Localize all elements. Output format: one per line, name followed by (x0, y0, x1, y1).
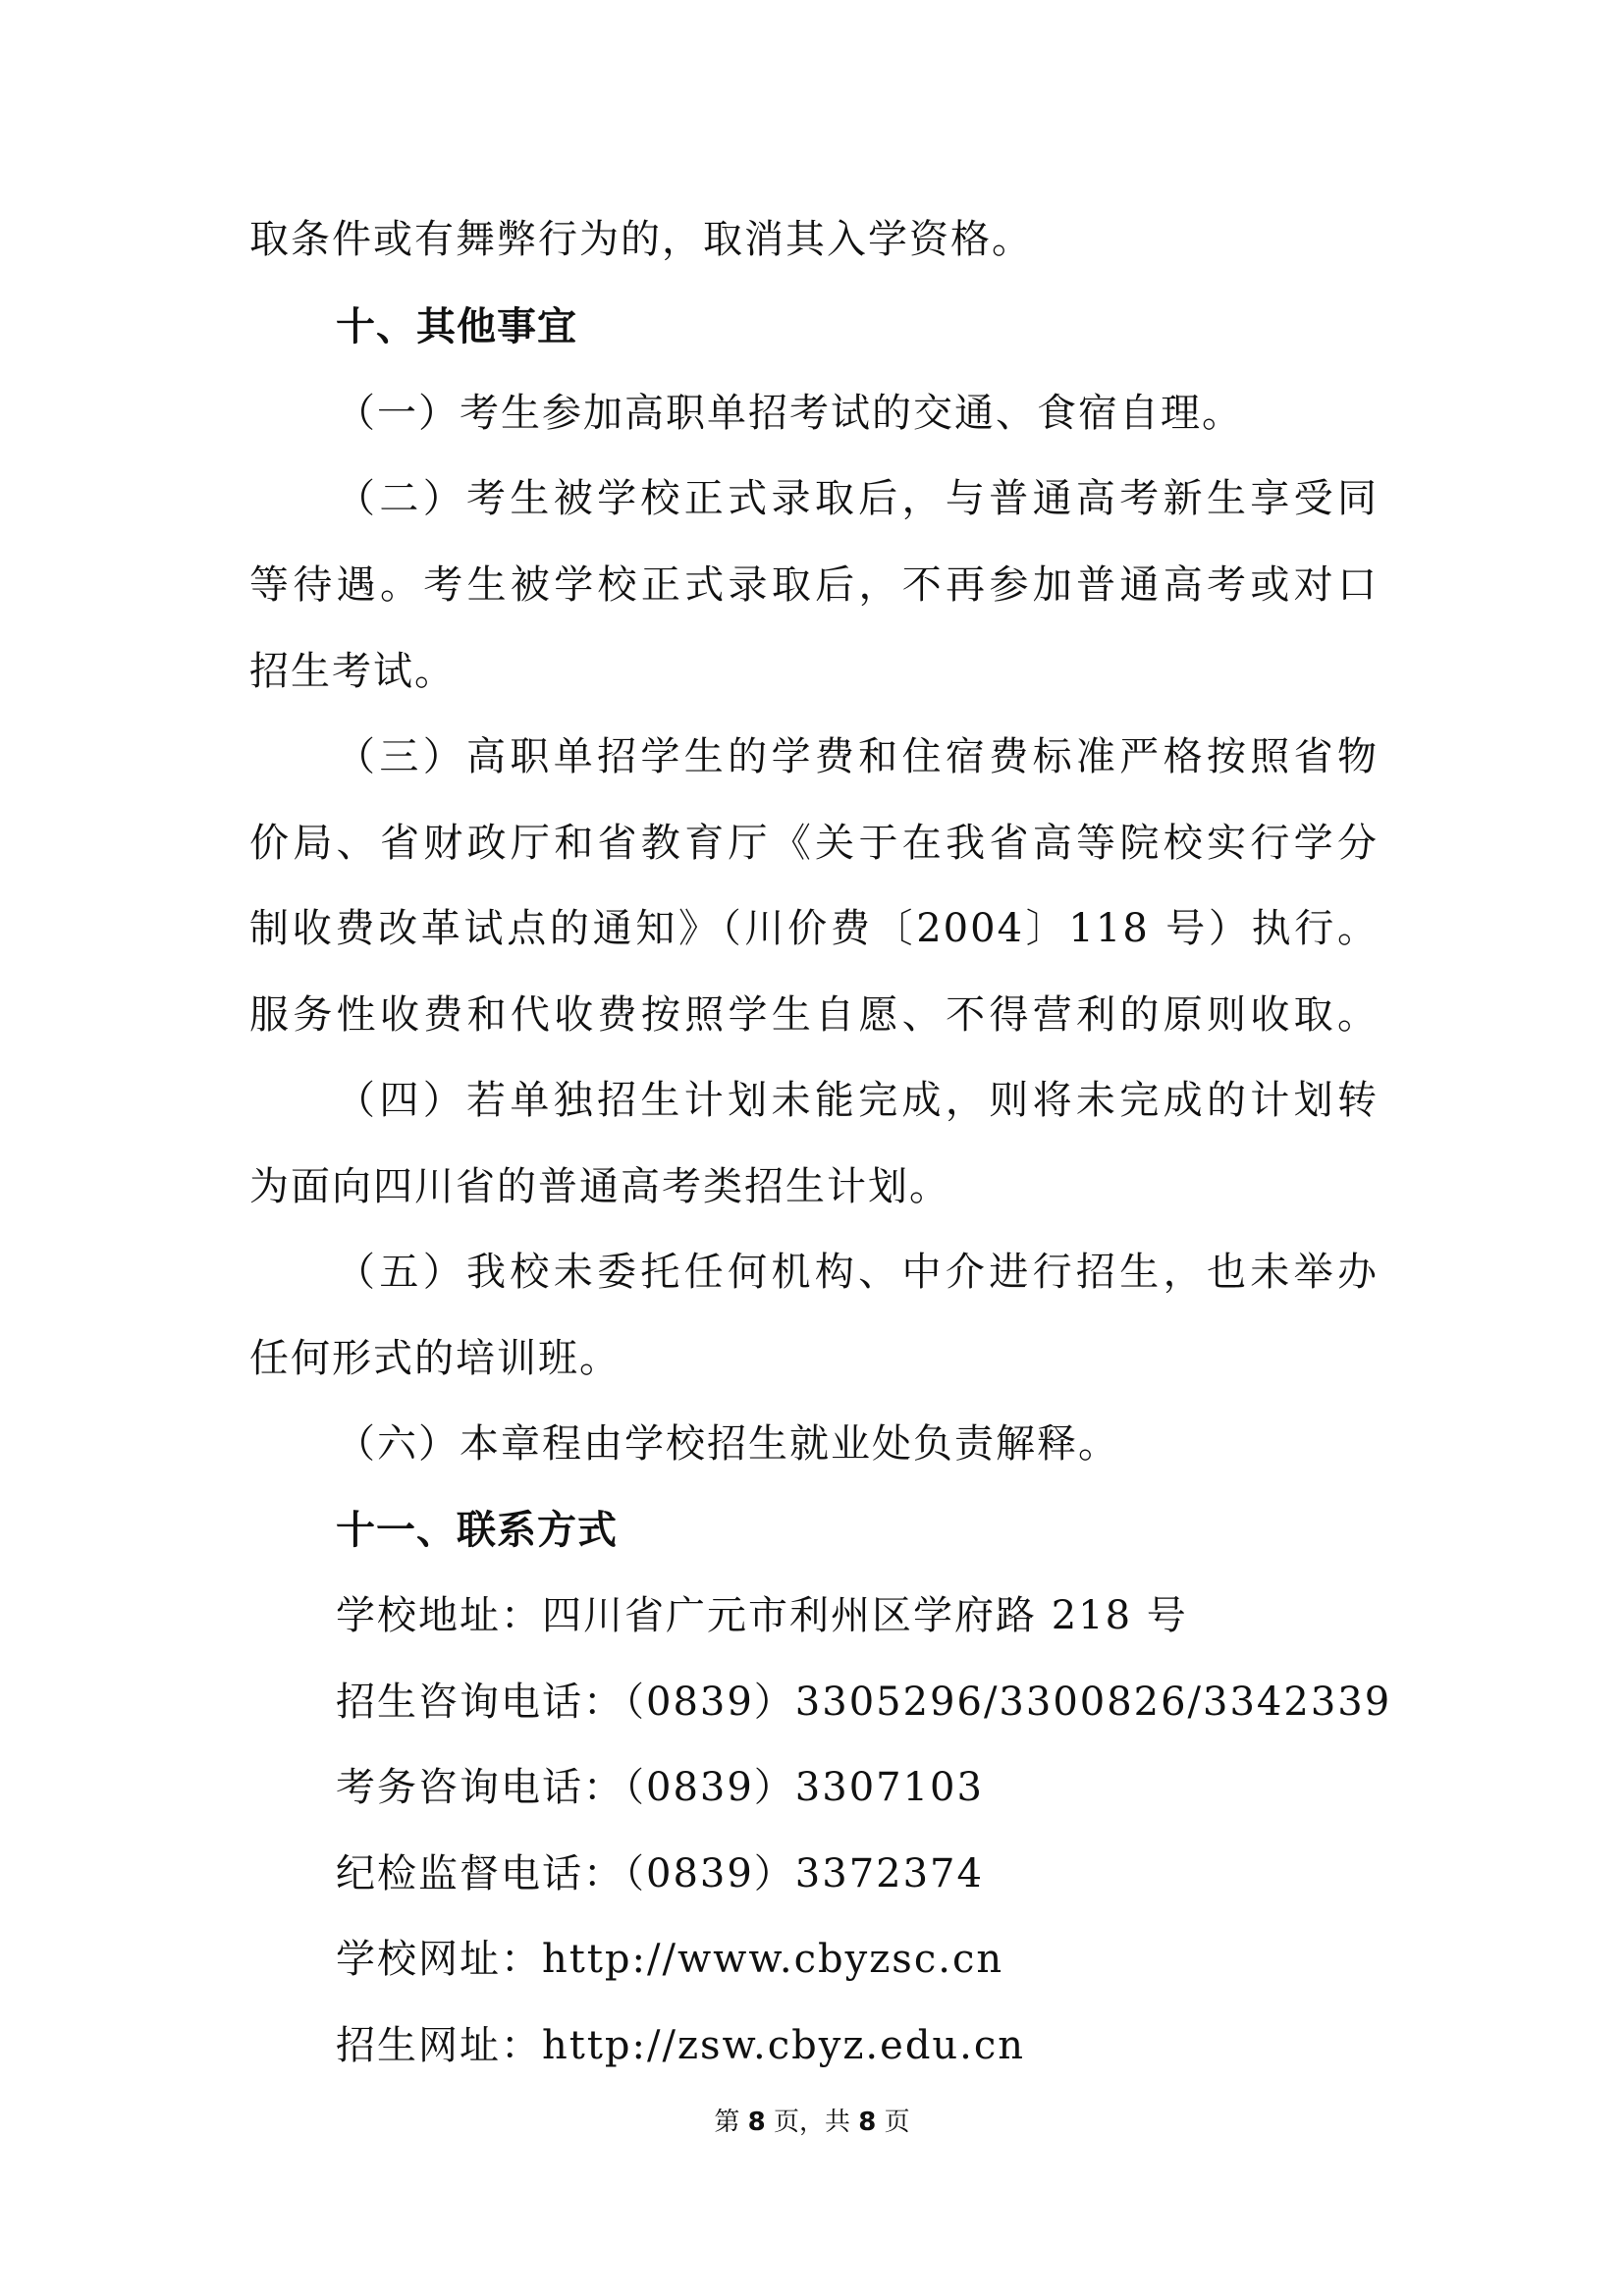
footer-middle: 页，共 (773, 2108, 850, 2137)
text-line: （四）若单独招生计划未能完成，则将未完成的计划转 (336, 1078, 1379, 1123)
paragraph-line (0, 210, 1624, 269)
text-line: 等待遇。考生被学校正式录取后，不再参加普通高考或对口 (249, 562, 1379, 608)
text-line: 服务性收费和代收费按照学生自愿、不得营利的原则收取。 (249, 992, 1379, 1038)
text-line: 招生咨询电话：（0839）3305296/3300826/3342339 (336, 1680, 1392, 1725)
text-line: 学校地址：四川省广元市利州区学府路 218 号 (336, 1593, 1188, 1638)
list-item-2-end (0, 642, 1624, 701)
contact-admission-site (0, 2016, 1624, 2075)
contact-school-site (0, 1930, 1624, 1989)
text-line: 纪检监督电话：（0839）3372374 (336, 1851, 984, 1896)
page-footer (0, 2103, 1624, 2142)
text-line: 招生网址：http://zsw.cbyz.edu.cn (336, 2023, 1026, 2068)
contact-exam-phone (0, 1758, 1624, 1817)
contact-supervision-phone (0, 1844, 1624, 1903)
text-line: 取条件或有舞弊行为的，取消其入学资格。 (249, 217, 1033, 262)
text-line: （六）本章程由学校招生就业处负责解释。 (336, 1421, 1119, 1467)
list-item-2-cont (0, 556, 1624, 614)
list-item-3-cont (0, 814, 1624, 873)
text-line: 制收费改革试点的通知》（川价费〔2004〕118 号）执行。 (249, 906, 1379, 951)
list-item-3-cont (0, 899, 1624, 958)
footer-suffix: 页 (884, 2108, 910, 2137)
text-line: （二）考生被学校正式录取后，与普通高考新生享受同 (336, 476, 1379, 521)
list-item-3-end (0, 986, 1624, 1044)
text-line: 考务咨询电话：（0839）3307103 (336, 1765, 984, 1810)
text-line: 为面向四川省的普通高考类招生计划。 (249, 1164, 950, 1209)
text-line: 招生考试。 (249, 649, 456, 694)
text-line: （一）考生参加高职单招考试的交通、食宿自理。 (336, 391, 1243, 436)
heading-text: 十一、联系方式 (336, 1508, 618, 1553)
text-line: 价局、省财政厅和省教育厅《关于在我省高等院校实行学分 (249, 821, 1379, 866)
page-total: 8 (858, 2108, 877, 2137)
section-heading-10 (0, 297, 1624, 356)
text-line: （三）高职单招学生的学费和住宿费标准严格按照省物 (336, 734, 1379, 779)
list-item-5-end (0, 1329, 1624, 1388)
list-item-6 (0, 1415, 1624, 1473)
section-heading-11 (0, 1501, 1624, 1560)
list-item-4-end (0, 1157, 1624, 1216)
text-line: 学校网址：http://www.cbyzsc.cn (336, 1937, 1004, 1982)
footer-prefix: 第 (714, 2108, 740, 2137)
heading-text: 十、其他事宜 (336, 304, 577, 349)
list-item-2 (0, 469, 1624, 528)
contact-address (0, 1586, 1624, 1645)
page-number: 8 (747, 2108, 766, 2137)
list-item-4 (0, 1071, 1624, 1130)
contact-admission-phone (0, 1673, 1624, 1732)
list-item-5 (0, 1243, 1624, 1302)
text-line: 任何形式的培训班。 (249, 1336, 621, 1381)
list-item-3 (0, 727, 1624, 786)
text-line: （五）我校未委托任何机构、中介进行招生，也未举办 (336, 1250, 1379, 1295)
list-item-1 (0, 384, 1624, 443)
